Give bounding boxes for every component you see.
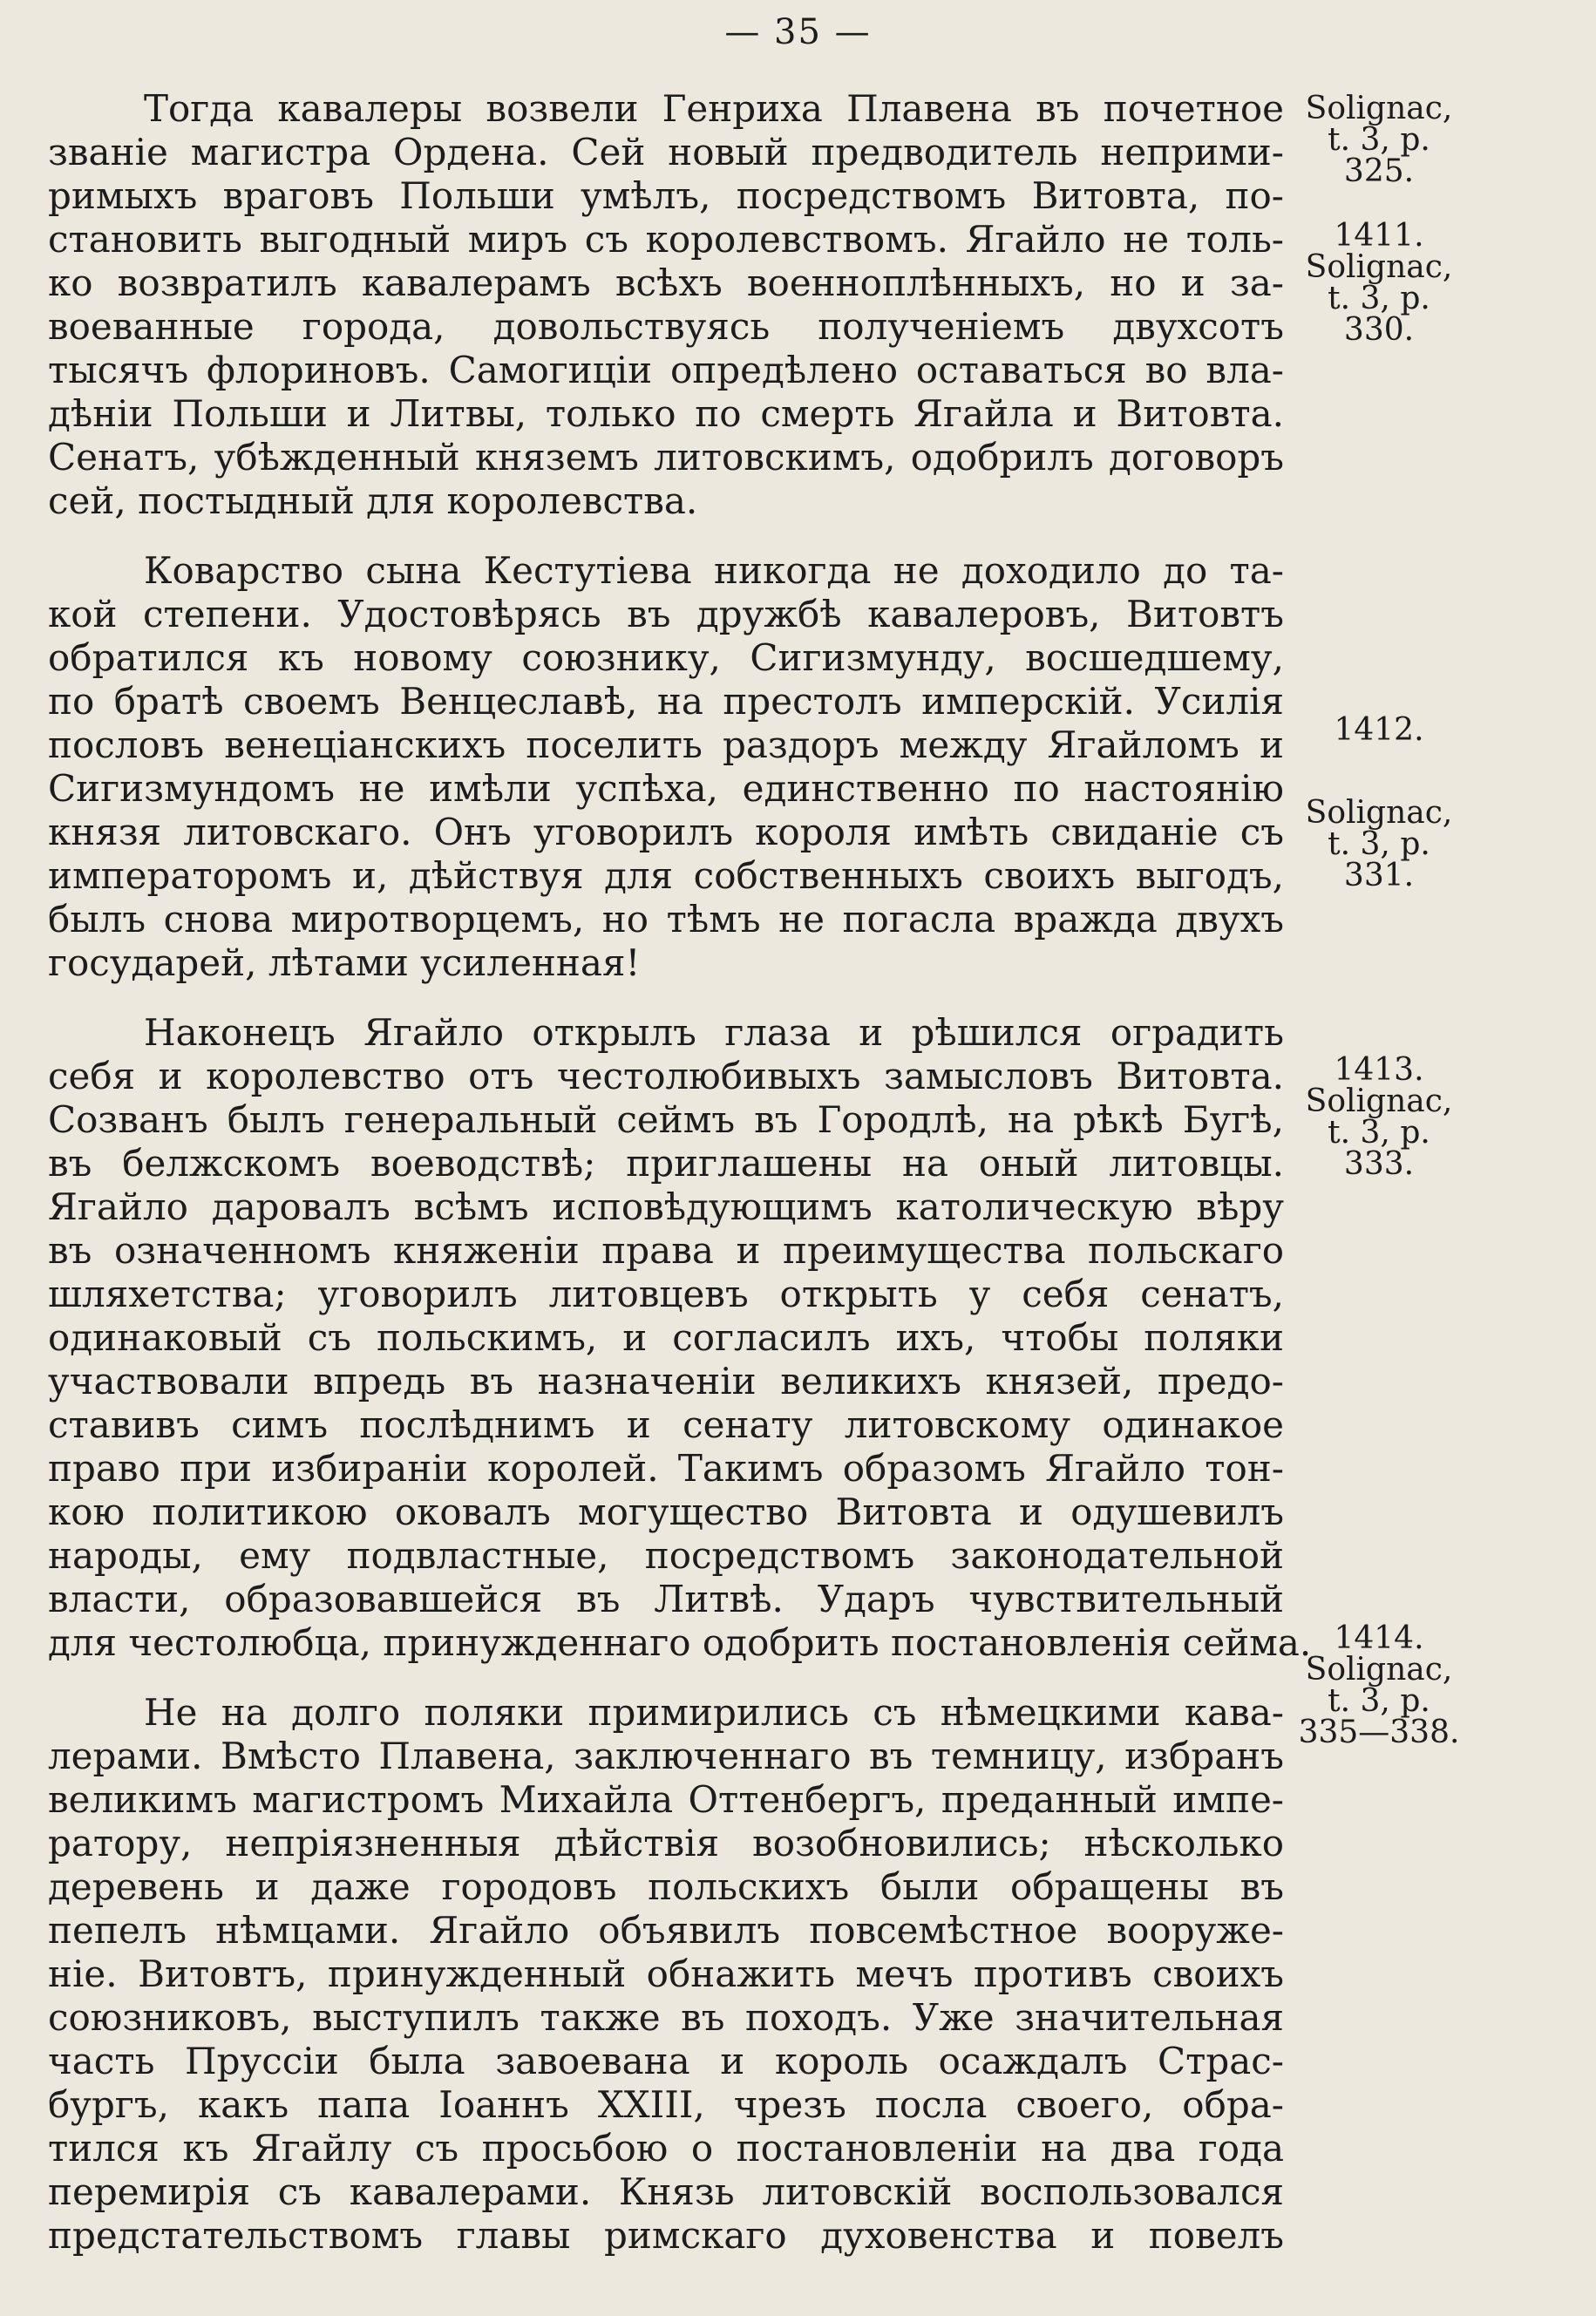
- text-line: становить выгодный миръ съ королевствомъ. Ягайло не толь-: [48, 218, 1284, 261]
- margin-note-line: t. 3, p.: [1328, 1115, 1430, 1151]
- margin-note-line: 330.: [1343, 312, 1415, 348]
- margin-note-line: Solignac,: [1305, 249, 1453, 285]
- margin-note: [1292, 1052, 1466, 1182]
- text-line: обратился къ новому союзнику, Сигизмунду, восшедшему,: [48, 636, 1284, 679]
- text-line: императоромъ и, дѣйствуя для собственныхъ своихъ выгодъ,: [48, 854, 1284, 897]
- text-line: Ягайло даровалъ всѣмъ исповѣдующимъ католическую вѣру: [48, 1185, 1284, 1228]
- margin-note-line: 1412.: [1334, 712, 1424, 748]
- margin-note-line: 333.: [1343, 1146, 1415, 1182]
- text-line: часть Пруссіи была завоевана и король осаждалъ Страс-: [48, 2040, 1284, 2082]
- margin-note-line: 335—338.: [1298, 1715, 1460, 1750]
- text-line: званіе магистра Ордена. Сей новый предводитель неприми-: [48, 131, 1284, 173]
- text-line: народы, ему подвластные, посредствомъ законодательной: [48, 1534, 1284, 1577]
- text-line: сей, постыдный для королевства.: [48, 479, 698, 522]
- text-line: для честолюбца, принужденнаго одобрить постановленія сейма.: [48, 1621, 1312, 1664]
- margin-note-line: 325.: [1343, 153, 1415, 189]
- paragraph: [48, 1011, 1312, 1665]
- text-line: одинаковый съ польскимъ, и согласилъ ихъ, чтобы поляки: [48, 1316, 1284, 1359]
- paragraph: [48, 549, 1284, 985]
- text-line: князя литовскаго. Онъ уговорилъ короля имѣть свиданіе съ: [48, 811, 1284, 853]
- margin-note-line: t. 3, p.: [1328, 826, 1430, 862]
- text-line: Созванъ былъ генеральный сеймъ въ Городлѣ, на рѣкѣ Бугѣ,: [48, 1098, 1284, 1141]
- text-line: въ белжскомъ воеводствѣ; приглашены на оный литовцы.: [48, 1142, 1284, 1185]
- text-line: Сигизмундомъ не имѣли успѣха, единственно по настоянію: [48, 767, 1284, 810]
- text-line: Не на долго поляки примирились съ нѣмецкими кава-: [144, 1691, 1284, 1734]
- text-line: римыхъ враговъ Польши умѣлъ, посредствомъ Витовта, по-: [48, 174, 1284, 217]
- text-line: ніе. Витовтъ, принужденный обнажить мечъ противъ своихъ: [48, 1953, 1284, 1995]
- text-line: себя и королевство отъ честолюбивыхъ замысловъ Витовта.: [48, 1055, 1284, 1097]
- text-line: былъ снова миротворцемъ, но тѣмъ не погасла вражда двухъ: [48, 898, 1284, 941]
- text-line: Коварство сына Кестутіева никогда не доходило до та-: [144, 549, 1284, 592]
- text-line: союзниковъ, выступилъ также въ походъ. Уже значительная: [48, 1996, 1284, 2039]
- margin-note: [1292, 218, 1466, 348]
- margin-note-line: Solignac,: [1305, 1083, 1453, 1119]
- margin-note-line: t. 3, p.: [1328, 122, 1430, 158]
- margin-note-line: t. 3, p.: [1328, 1683, 1430, 1719]
- text-line: по братѣ своемъ Венцеславѣ, на престолъ имперскій. Усилія: [48, 680, 1284, 723]
- margin-note-line: Solignac,: [1305, 91, 1453, 126]
- text-line: лерами. Вмѣсто Плавена, заключеннаго въ темницу, избранъ: [48, 1735, 1284, 1777]
- margin-note-line: Solignac,: [1305, 795, 1453, 831]
- margin-note-line: 1411.: [1334, 218, 1424, 254]
- text-line: кою политикою оковалъ могущество Витовта и одушевилъ: [48, 1491, 1284, 1533]
- margin-note-line: t. 3, p.: [1328, 281, 1430, 316]
- main-text: [48, 87, 1312, 2284]
- text-line: перемирія съ кавалерами. Князь литовскій воспользовался: [48, 2170, 1284, 2213]
- paragraph: [48, 87, 1284, 523]
- text-line: деревень и даже городовъ польскихъ были обращены въ: [48, 1865, 1284, 1908]
- page-number: — 35 —: [724, 12, 872, 52]
- text-line: Наконецъ Ягайло открылъ глаза и рѣшился оградить: [144, 1011, 1284, 1054]
- text-line: кой степени. Удостовѣрясь въ дружбѣ кавалеровъ, Витовтъ: [48, 593, 1284, 635]
- text-line: пепелъ нѣмцами. Ягайло объявилъ повсемѣстное вооруже-: [48, 1909, 1284, 1952]
- text-line: участвовали впредь въ назначеніи великихъ князей, предо-: [48, 1360, 1284, 1403]
- text-line: великимъ магистромъ Михайла Оттенбергъ, преданный импе-: [48, 1778, 1284, 1821]
- text-line: дѣніи Польши и Литвы, только по смерть Ягайла и Витовта.: [48, 392, 1284, 435]
- text-line: Тогда кавалеры возвели Генриха Плавена въ почетное: [144, 87, 1284, 130]
- margin-note: [1292, 1620, 1466, 1750]
- text-line: бургъ, какъ папа Іоаннъ XXIII, чрезъ посла своего, обра-: [48, 2083, 1284, 2126]
- paragraph: [48, 1691, 1284, 2258]
- text-line: государей, лѣтами усиленная!: [48, 941, 641, 984]
- text-line: власти, образовавшейся въ Литвѣ. Ударъ чувствительный: [48, 1578, 1284, 1620]
- text-line: тысячъ флориновъ. Самогиціи опредѣлено оставаться во вла-: [48, 349, 1284, 391]
- margin-note-line: 1413.: [1334, 1052, 1424, 1088]
- text-line: шляхетства; уговорилъ литовцевъ открыть у себя сенатъ,: [48, 1273, 1284, 1315]
- margin-note-line: 1414.: [1334, 1620, 1424, 1656]
- text-line: предстательствомъ главы римскаго духовенства и повелъ: [48, 2214, 1284, 2257]
- text-line: пословъ венеціанскихъ поселить раздоръ между Ягайломъ и: [48, 723, 1284, 766]
- text-line: право при избираніи королей. Такимъ образомъ Ягайло тон-: [48, 1447, 1284, 1490]
- text-line: въ означенномъ княженіи права и преимущества польскаго: [48, 1229, 1284, 1272]
- margin-note: [1292, 93, 1466, 187]
- margin-note: [1292, 712, 1466, 748]
- text-line: ратору, непріязненныя дѣйствія возобновились; нѣсколько: [48, 1822, 1284, 1864]
- text-line: воеванные города, довольствуясь полученіемъ двухсотъ: [48, 305, 1284, 348]
- text-line: тился къ Ягайлу съ просьбою о постановленіи на два года: [48, 2127, 1284, 2170]
- margin-note-line: Solignac,: [1305, 1652, 1453, 1688]
- text-line: ставивъ симъ послѣднимъ и сенату литовскому одинакое: [48, 1403, 1284, 1446]
- text-line: ко возвратилъ кавалерамъ всѣхъ военноплѣнныхъ, но и за-: [48, 261, 1284, 304]
- margin-note: [1292, 795, 1466, 893]
- text-line: Сенатъ, убѣжденный княземъ литовскимъ, одобрилъ договоръ: [48, 436, 1284, 479]
- margin-note-line: 331.: [1343, 858, 1415, 893]
